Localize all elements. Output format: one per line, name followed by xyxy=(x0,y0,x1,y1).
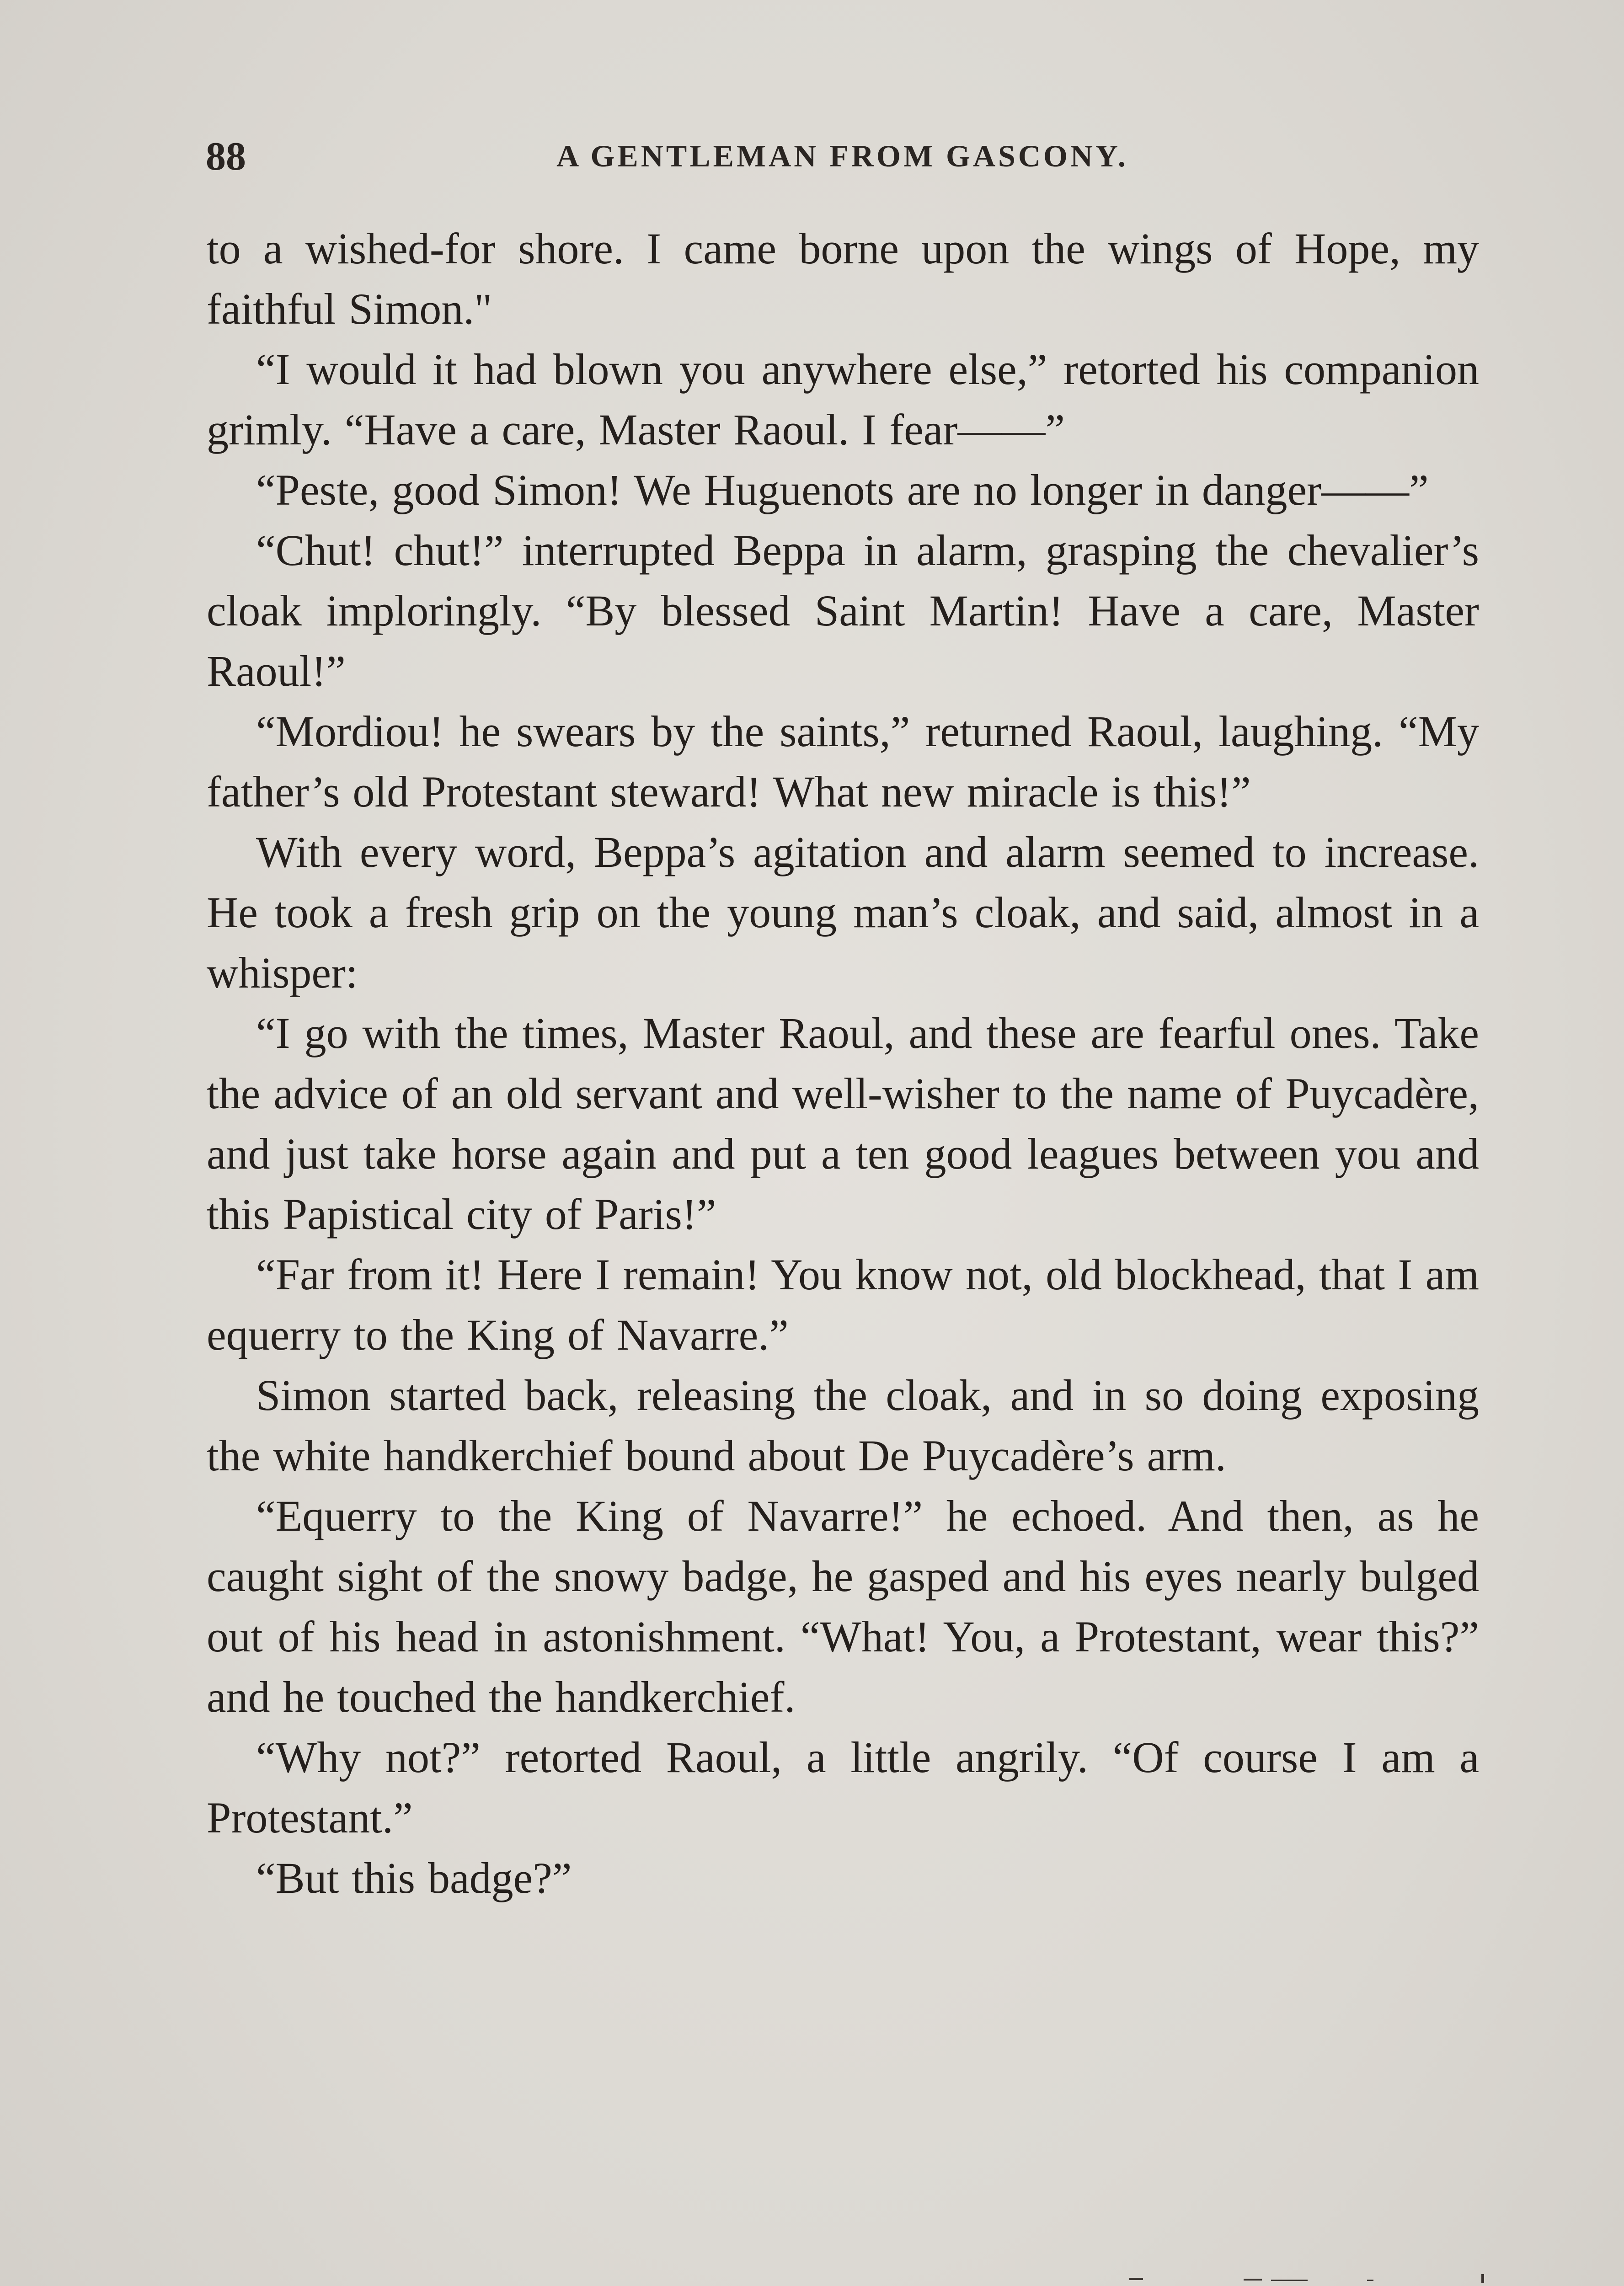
paragraph: to a wished-for shore. I came borne upon the wings of Hope, my faithful Simon." xyxy=(207,224,1479,333)
printer-mark xyxy=(1367,2280,1373,2281)
paragraph: “I would it had blown you anywhere else,” retorted his companion grimly. “Have a care, Master Raoul. I fear——” xyxy=(207,345,1479,454)
printer-mark xyxy=(1129,2278,1143,2280)
printer-marks xyxy=(1129,2268,1495,2286)
paragraph: “Peste, good Simon! We Huguenots are no longer in danger——” xyxy=(256,465,1429,514)
paragraph: “Chut! chut!” interrupted Beppa in alarm, grasping the chevalier’s cloak imploringly. “By blessed Saint Martin! Have a care, Master Raoul!” xyxy=(207,526,1479,695)
page-header xyxy=(206,134,1479,184)
paragraph: “But this badge?” xyxy=(256,1853,572,1902)
printer-mark xyxy=(1481,2274,1484,2283)
running-title: A GENTLEMAN FROM GASCONY. xyxy=(556,139,1128,173)
paragraph: “Mordiou! he swears by the saints,” returned Raoul, laughing. “My father’s old Protestant steward! What new miracle is this!” xyxy=(207,707,1479,816)
paragraph: “Equerry to the King of Navarre!” he echoed. And then, as he caught sight of the snowy badge, he gasped and his eyes nearly bulged out of his head in astonishment. “What! You, a Protestant, wear this?” and he touched the handkerchief. xyxy=(207,1491,1479,1721)
paragraph: “Far from it! Here I remain! You know not, old blockhead, that I am equerry to the King of Navarre.” xyxy=(207,1250,1479,1359)
paragraph: “I go with the times, Master Raoul, and these are fearful ones. Take the advice of an old servant and well-wisher to the name of Puycadère, and just take horse again and put a ten good leagues between you and this Papistical city of Paris!” xyxy=(207,1009,1479,1239)
paragraph: With every word, Beppa’s agitation and alarm seemed to increase. He took a fresh grip on the young man’s cloak, and said, almost in a whisper: xyxy=(207,828,1479,997)
body-text xyxy=(207,219,1479,1908)
printer-mark xyxy=(1271,2280,1308,2281)
paragraph: Simon started back, releasing the cloak, and in so doing exposing the white handkerchief bound about De Puycadère’s arm. xyxy=(207,1371,1479,1480)
page-number: 88 xyxy=(206,134,246,179)
paragraph: “Why not?” retorted Raoul, a little angrily. “Of course I am a Protestant.” xyxy=(207,1733,1479,1842)
printer-mark xyxy=(1244,2279,1262,2281)
